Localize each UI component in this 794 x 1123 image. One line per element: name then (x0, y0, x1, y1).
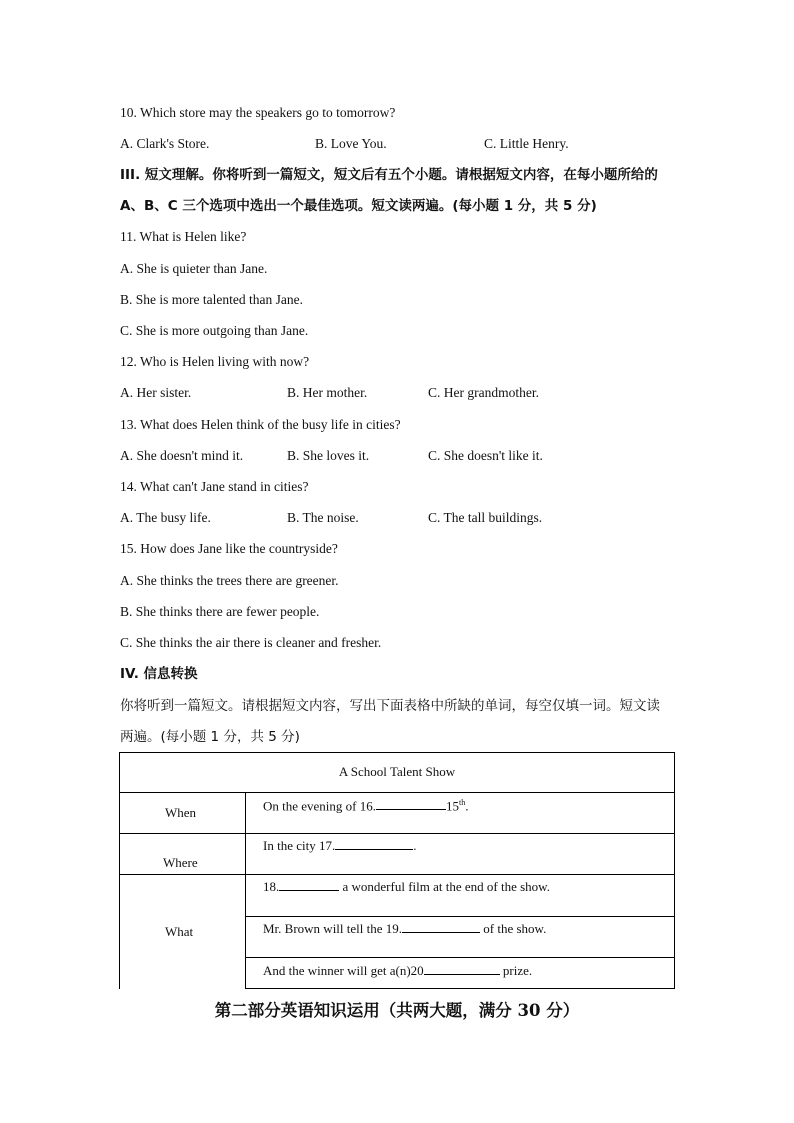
part-2-title: 第二部分英语知识运用（共两大题，满分 30 分） (214, 1001, 580, 1020)
section-3-heading-line-2: A、B、C 三个选项中选出一个最佳选项。短文读两遍。(每小题 1 分，共 5 分) (120, 198, 597, 214)
what-row-2-text-before: Mr. Brown will tell the 19. (263, 921, 403, 936)
q14-option-c: C. The tall buildings. (428, 510, 543, 525)
q15-option-c: C. She thinks the air there is cleaner and fresher. (120, 635, 382, 650)
where-cell (263, 837, 416, 854)
question-15: 15. How does Jane like the countryside? (120, 541, 338, 556)
table-border-bottom (245, 988, 675, 989)
table-row-line-1 (119, 792, 675, 793)
what-label: What (165, 924, 194, 939)
q14-option-b: B. The noise. (287, 510, 359, 525)
question-11: 11. What is Helen like? (120, 229, 247, 244)
what-row-3-text-before: And the winner will get a(n)20 (263, 963, 424, 978)
q13-option-a: A. She doesn't mind it. (120, 448, 244, 463)
when-end: . (465, 798, 469, 814)
q15-option-b: B. She thinks there are fewer people. (120, 604, 320, 619)
table-border-left (119, 752, 120, 989)
where-text: In the city 17. (263, 838, 336, 853)
what-row-2 (263, 920, 546, 937)
what-row-3 (263, 962, 532, 979)
where-end: . (413, 838, 417, 853)
blank-17 (335, 837, 413, 850)
q13-option-b: B. She loves it. (287, 448, 370, 463)
question-14: 14. What can't Jane stand in cities? (120, 479, 309, 494)
table-column-divider (245, 792, 246, 989)
question-12: 12. Who is Helen living with now? (120, 354, 310, 369)
table-border-right (674, 752, 675, 989)
talent-show-table (119, 752, 675, 989)
q11-option-c: C. She is more outgoing than Jane. (120, 323, 309, 338)
table-title: A School Talent Show (338, 764, 456, 779)
q11-option-a: A. She is quieter than Jane. (120, 261, 268, 276)
q10-option-b: B. Love You. (315, 136, 387, 151)
what-row-1-text: a wonderful film at the end of the show. (339, 879, 550, 894)
q14-option-a: A. The busy life. (120, 510, 211, 525)
q12-option-b: B. Her mother. (287, 385, 368, 400)
blank-19 (402, 920, 480, 933)
q11-option-b: B. She is more talented than Jane. (120, 292, 303, 307)
what-row-3-text-after: prize. (499, 963, 533, 978)
question-10: 10. Which store may the speakers go to tomorrow? (120, 105, 396, 120)
section-4-heading: IV. 信息转换 (120, 666, 198, 682)
blank-16 (376, 797, 446, 810)
blank-18 (279, 878, 339, 891)
section-4-instruction-line-1: 你将听到一篇短文。请根据短文内容，写出下面表格中所缺的单词，每空仅填一词。短文读 (120, 698, 660, 714)
when-label: When (165, 805, 197, 820)
q12-option-a: A. Her sister. (120, 385, 192, 400)
q12-option-c: C. Her grandmother. (428, 385, 539, 400)
q10-option-c: C. Little Henry. (484, 136, 569, 151)
table-row-line-5 (245, 957, 675, 958)
when-sup: th (459, 798, 466, 807)
table-border-top (119, 752, 675, 753)
section-4-instruction-line-2: 两遍。(每小题 1 分，共 5 分) (120, 729, 300, 745)
table-row-line-3 (119, 874, 675, 875)
when-text: On the evening of 16. (263, 798, 377, 814)
what-row-1 (263, 878, 550, 895)
when-cell (263, 795, 469, 814)
section-3-heading-line-1: III. 短文理解。你将听到一篇短文，短文后有五个小题。请根据短文内容，在每小题所给的 (120, 167, 658, 183)
q10-option-a: A. Clark's Store. (120, 136, 210, 151)
table-row-line-2 (119, 833, 675, 834)
where-label: Where (163, 855, 198, 870)
q15-option-a: A. She thinks the trees there are greener. (120, 573, 339, 588)
blank-20 (424, 962, 500, 975)
when-text-after: 15 (446, 798, 460, 814)
question-13: 13. What does Helen think of the busy life in cities? (120, 417, 401, 432)
q13-option-c: C. She doesn't like it. (428, 448, 543, 463)
what-row-2-text-after: of the show. (480, 921, 547, 936)
what-row-1-number: 18. (263, 879, 280, 894)
table-row-line-4 (245, 916, 675, 917)
